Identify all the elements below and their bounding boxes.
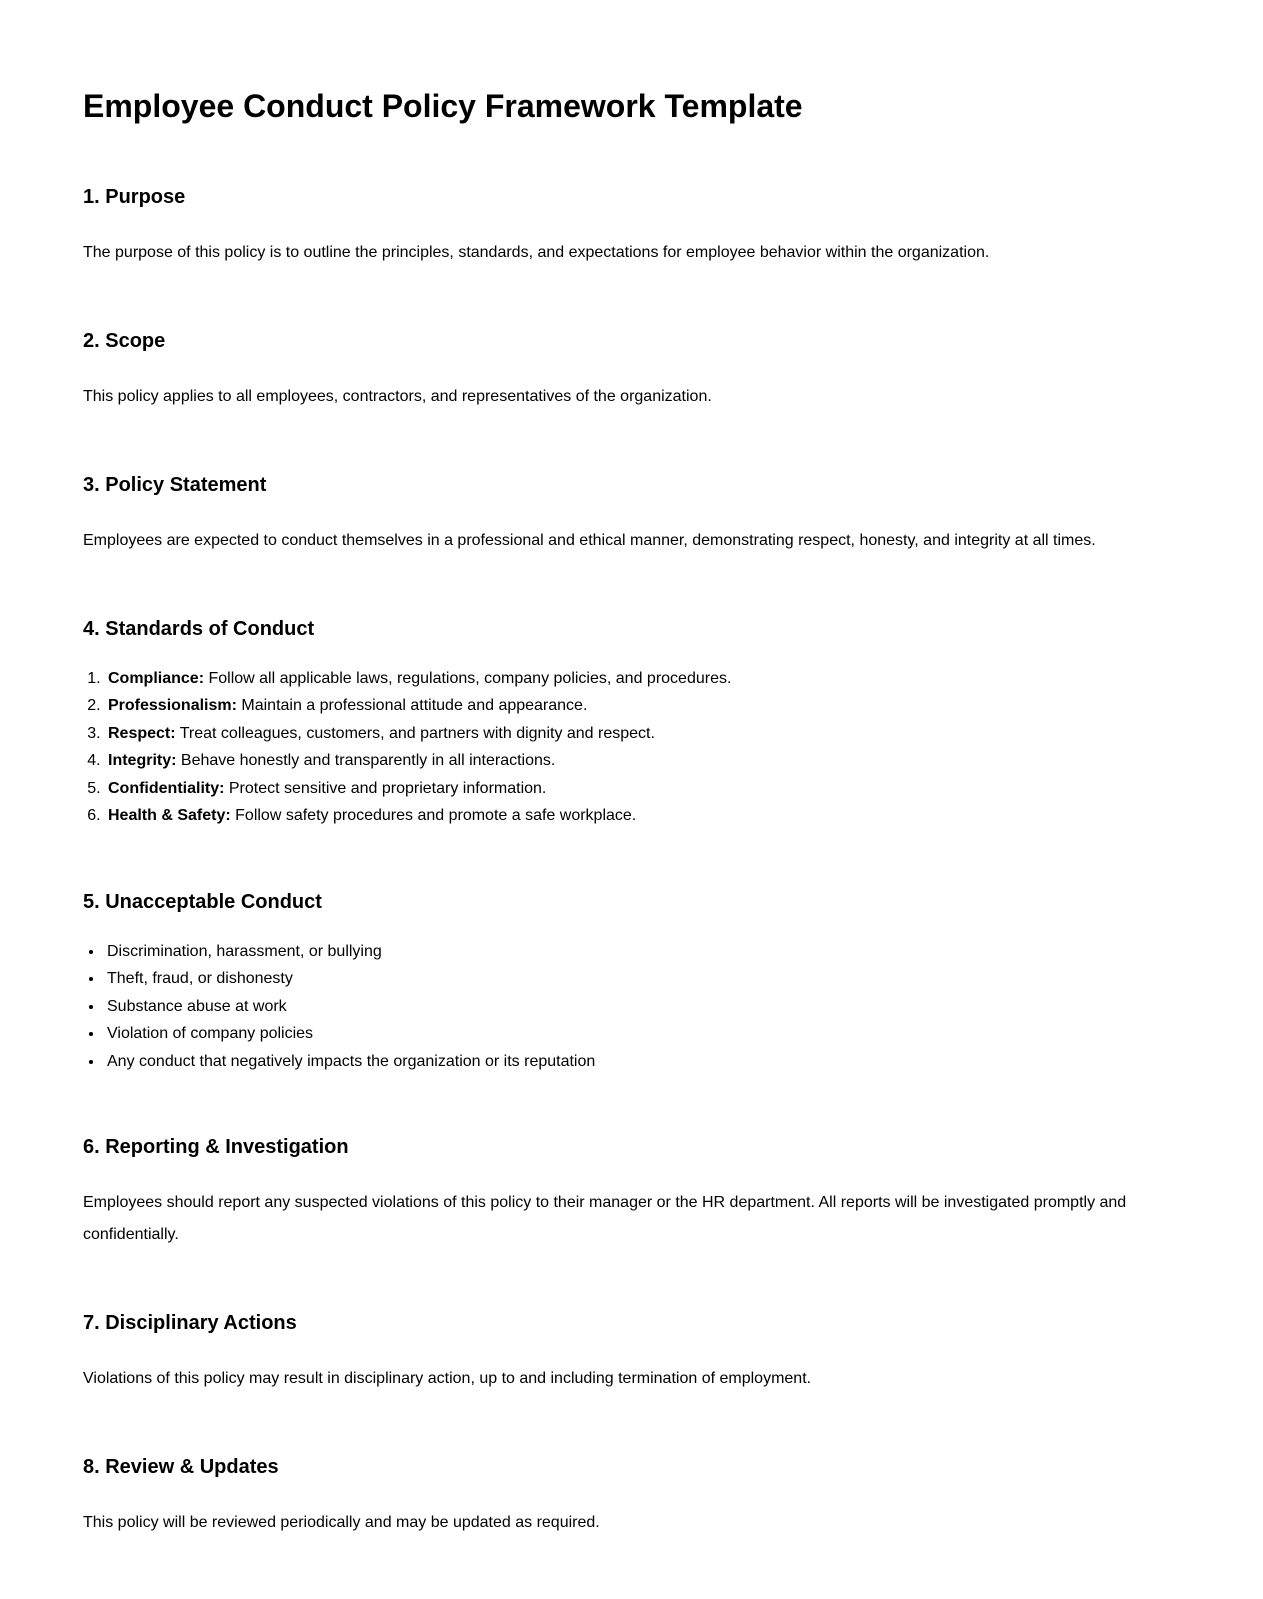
section-heading: 5. Unacceptable Conduct: [83, 890, 322, 913]
list-item-text: Follow all applicable laws, regulations, company policies, and procedures.: [204, 669, 732, 687]
section-heading: 8. Review & Updates: [83, 1456, 279, 1479]
list-item-text: Behave honestly and transparently in all interactions.: [176, 752, 556, 770]
list-item-term: Professionalism:: [108, 697, 237, 715]
list-item: • Violation of company policies: [104, 1020, 1180, 1048]
section-scope: [83, 329, 1180, 413]
list-item-term: Health & Safety:: [108, 807, 231, 825]
section-paragraph: Employees should report any suspected violations of this policy to their manager or the HR department. All reports will be investigated promptly and confidentially.: [83, 1194, 1127, 1244]
section-review-updates: [83, 1455, 1180, 1539]
section-paragraph: Violations of this policy may result in disciplinary action, up to and including termination of employment.: [83, 1370, 812, 1388]
list-item: • Any conduct that negatively impacts the organization or its reputation: [104, 1048, 1180, 1076]
list-item: [105, 720, 1180, 748]
section-unacceptable-conduct: [83, 890, 1180, 1076]
list-item: [105, 692, 1180, 720]
list-item: [105, 775, 1180, 803]
section-standards-of-conduct: [83, 617, 1180, 830]
section-purpose: [83, 185, 1180, 269]
list-item: [105, 747, 1180, 775]
section-reporting-investigation: [83, 1135, 1180, 1251]
list-item-term: Confidentiality:: [108, 779, 225, 797]
section-policy-statement: [83, 473, 1180, 557]
section-paragraph: The purpose of this policy is to outline the principles, standards, and expectations for employee behavior within the organization.: [83, 243, 990, 261]
section-heading: 4. Standards of Conduct: [83, 617, 315, 640]
list-item: [105, 665, 1180, 693]
list-item-text: Follow safety procedures and promote a safe workplace.: [230, 807, 637, 825]
list-item-text: Protect sensitive and proprietary information.: [224, 779, 547, 797]
section-heading: 6. Reporting & Investigation: [83, 1136, 349, 1159]
section-disciplinary-actions: [83, 1311, 1180, 1395]
unacceptable-conduct-list: [83, 938, 1180, 1076]
section-paragraph: Employees are expected to conduct themselves in a professional and ethical manner, demonstrating respect, honesty, and integrity at all times.: [83, 531, 1096, 549]
list-item: • Substance abuse at work: [104, 993, 1180, 1021]
list-item-term: Compliance:: [108, 669, 205, 687]
section-paragraph: This policy will be reviewed periodically and may be updated as required.: [83, 1514, 600, 1532]
list-item-term: Respect:: [108, 724, 176, 742]
list-item: • Discrimination, harassment, or bullying: [104, 938, 1180, 966]
section-paragraph: This policy applies to all employees, contractors, and representatives of the organization.: [83, 387, 712, 405]
page-title: Employee Conduct Policy Framework Template: [83, 88, 803, 124]
section-heading: 3. Policy Statement: [83, 473, 267, 496]
standards-of-conduct-list: [83, 665, 1180, 830]
section-heading: 7. Disciplinary Actions: [83, 1312, 297, 1335]
list-item: [105, 802, 1180, 830]
list-item-term: Integrity:: [108, 752, 177, 770]
section-heading: 1. Purpose: [83, 185, 186, 208]
section-heading: 2. Scope: [83, 329, 166, 352]
list-item-text: Treat colleagues, customers, and partners with dignity and respect.: [175, 724, 655, 742]
list-item-text: Maintain a professional attitude and appearance.: [236, 697, 588, 715]
list-item: • Theft, fraud, or dishonesty: [104, 965, 1180, 993]
